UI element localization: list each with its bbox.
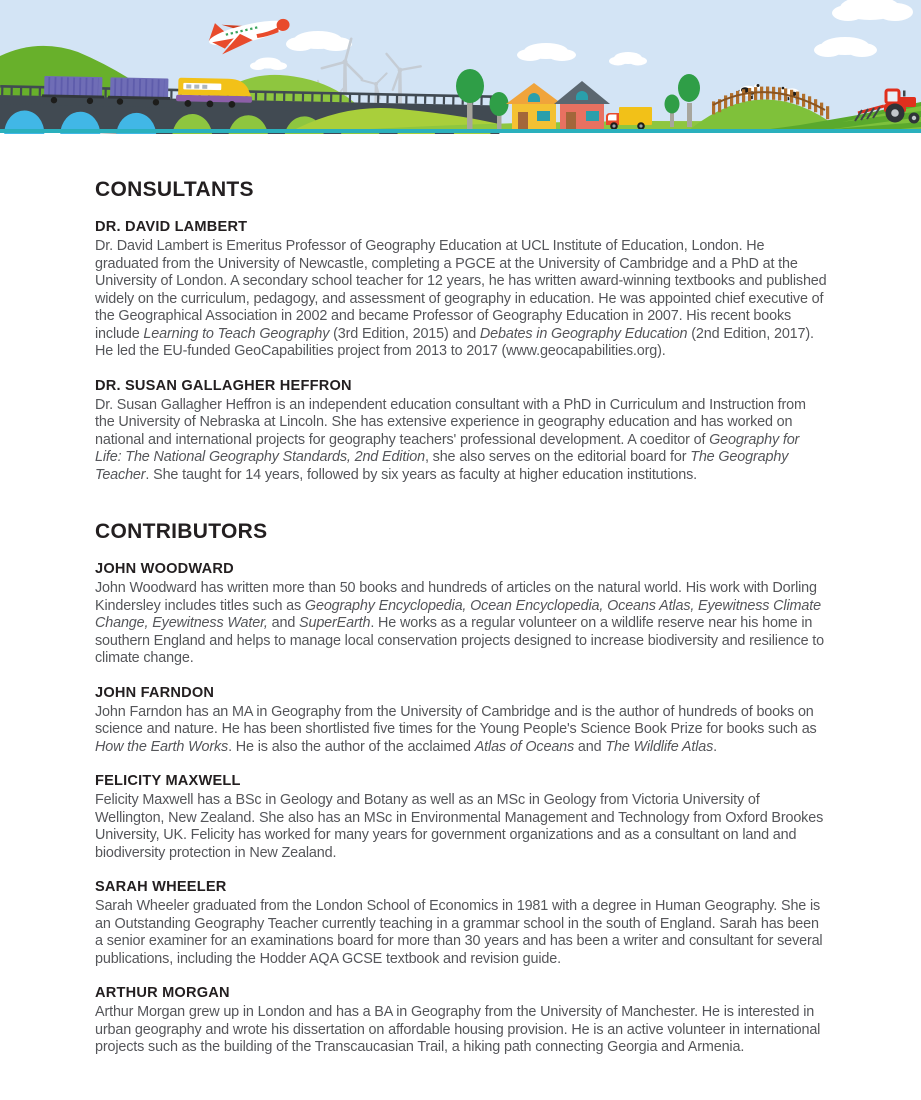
credits-section	[95, 520, 829, 1057]
bio-text: (2nd Edition, 2017). He led the EU-funded GeoCapabilities project from 2013 to 2017 (www.geocapabilities.org).	[95, 325, 814, 359]
book-title: The Wildlife Atlas	[605, 738, 714, 755]
bio-entry	[95, 219, 829, 361]
person-name: JOHN WOODWARD	[95, 561, 234, 577]
bio-text: Felicity Maxwell has a BSc in Geology and Botany as well as an MSc in Geology from Victoria University of Wellington, New Zealand. She also has an MSc in Environmental Management and Technology from Oxford Brookes University, UK. Felicity has worked for many years for government organizations and as a consultant on land and biodiversity protection in New Zealand.	[95, 792, 824, 861]
book-title: SuperEarth	[299, 615, 371, 631]
bio-text: . He works as a regular volunteer on a wildlife reserve near his home in southern England and helps to manage local conservation projects designed to increase biodiversity and resilience to climate change.	[95, 615, 824, 666]
person-name: FELICITY MAXWELL	[95, 773, 241, 789]
book-title: Geography for Life: The National Geography Standards, 2nd Edition	[95, 431, 800, 465]
bio-text: Dr. Susan Gallagher Heffron is an independent education consultant with a PhD in Curriculum and Instruction from the University of Nebraska at Lincoln. She has extensive experience in geography education and has worked on national and international projects for geography teachers' professional development. A coeditor of	[95, 396, 806, 448]
person-bio	[95, 397, 829, 485]
bio-text: Sarah Wheeler graduated from the London School of Economics in 1981 with a degree in Human Geography. She is an Outstanding Geography Teacher currently teaching in a grammar school in the south of England. Sarah has been a senior examiner for an examinations board for more than 30 years and has been a writer and consultant for several publications, including the Hodder AQA GCSE textbook and revision guide.	[95, 898, 823, 967]
bio-entry	[95, 773, 829, 862]
person-name: DR. DAVID LAMBERT	[95, 219, 248, 235]
bio-text: .	[713, 738, 718, 755]
book-title: The Geography Teacher	[95, 449, 789, 483]
bio-text: Arthur Morgan grew up in London and has a BA in Geography from the University of Manchester. He is interested in urban geography and wrote his dissertation on affordable housing provision. He is an active volunteer in international projects such as the building of the Transcaucasian Trail, a hiking path connecting Georgia and Armenia.	[95, 1004, 821, 1055]
banner-illustration	[0, 0, 921, 134]
bio-entry	[95, 378, 829, 485]
bio-text: . She taught for 14 years, followed by six years as faculty at higher education institutions.	[145, 466, 698, 483]
bio-text: , she also serves on the editorial board for	[424, 449, 691, 465]
person-bio	[95, 704, 829, 757]
person-name: DR. SUSAN GALLAGHER HEFFRON	[95, 377, 352, 394]
bio-entry	[95, 561, 829, 668]
person-bio	[95, 898, 829, 968]
bio-text: and	[574, 738, 606, 755]
bio-text: Dr. David Lambert is Emeritus Professor of Geography Education at UCL Institute of Education, London. He graduated from the University of Newcastle, completing a PGCE at the University of Cambridge and a PhD at the University of London. A secondary school teacher for 12 years, he has written award-winning textbooks and published widely on the curriculum, pedagogy, and assessment of geography in education. He was appointed chief executive of the Geographical Association in 2002 and became Professor of Geography Education in 2007. His recent books include	[95, 238, 827, 342]
bio-entry	[95, 685, 829, 757]
section-heading: CONTRIBUTORS	[95, 520, 268, 543]
book-title: Debates in Geography Education	[479, 325, 688, 342]
credits-section	[95, 178, 829, 484]
bio-text: John Woodward has written more than 50 books and hundreds of articles on the natural world. His work with Dorling Kindersley includes titles such as	[95, 580, 817, 614]
bio-text: . He is also the author of the acclaimed	[228, 738, 475, 755]
person-bio	[95, 1004, 829, 1057]
person-name: ARTHUR MORGAN	[95, 985, 230, 1001]
person-name: JOHN FARNDON	[95, 684, 215, 701]
person-bio	[95, 580, 829, 668]
book-title: Learning to Teach Geography	[143, 325, 330, 342]
person-name: SARAH WHEELER	[95, 879, 227, 895]
person-bio	[95, 792, 829, 862]
book-title: Atlas of Oceans	[474, 738, 575, 755]
bio-entry	[95, 879, 829, 968]
banner-baseline	[0, 129, 921, 133]
sections	[95, 178, 829, 1057]
book-title: How the Earth Works	[95, 738, 229, 755]
bio-text: and	[267, 615, 300, 631]
section-heading: CONSULTANTS	[95, 178, 254, 201]
person-bio	[95, 238, 829, 361]
bio-text: (3rd Edition, 2015) and	[329, 325, 480, 342]
credits-content	[0, 134, 921, 1057]
bio-entry	[95, 985, 829, 1057]
bio-text: John Farndon has an MA in Geography from the University of Cambridge and is the author of hundreds of books on science and nature. He has been shortlisted five times for the Young People's Science Book Prize for books such as	[95, 703, 817, 737]
book-title: Geography Encyclopedia, Ocean Encyclopedia, Oceans Atlas, Eyewitness Climate Change, Eyewitness Water,	[95, 597, 821, 631]
